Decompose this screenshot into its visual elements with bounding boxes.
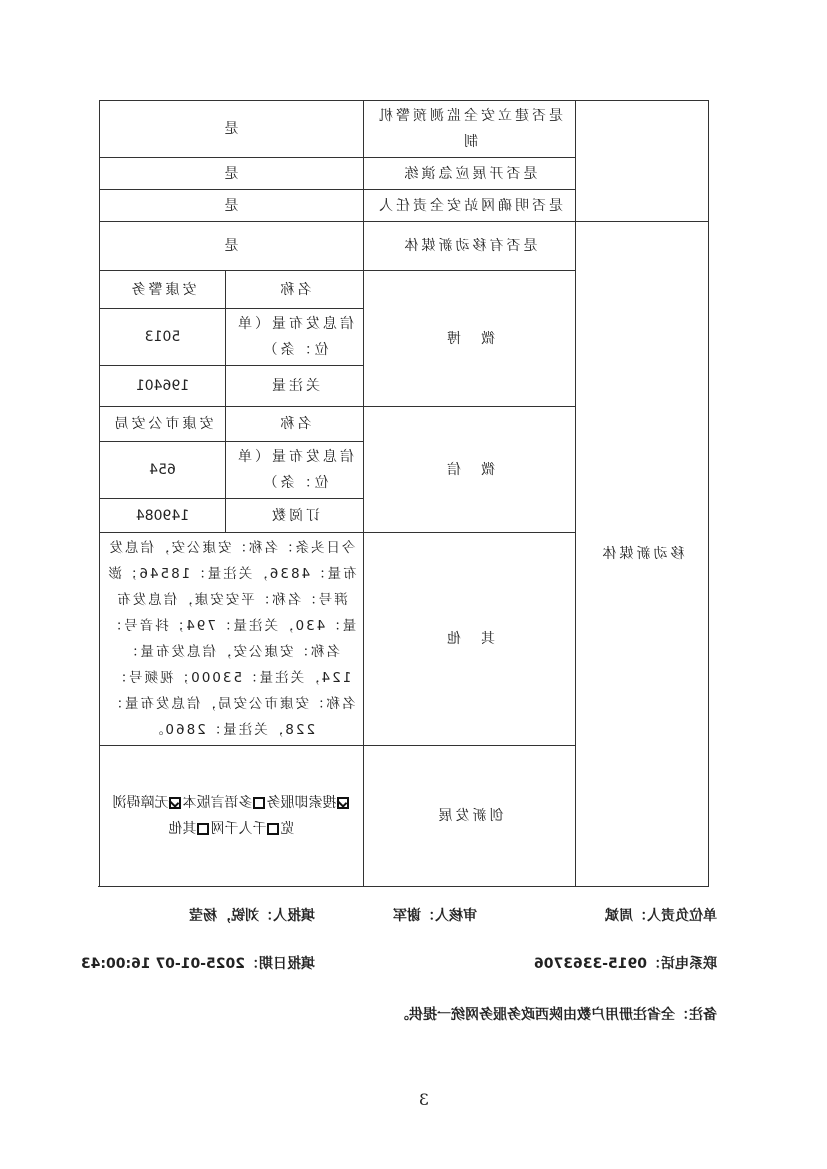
- officer-value: 是: [100, 190, 364, 222]
- drill-label: 是否开展应急演练: [364, 158, 576, 190]
- page-number: 3: [418, 1090, 429, 1109]
- weibo-followers-label: 关注量: [226, 366, 364, 407]
- officer-label: 是否明确网站安全责任人: [364, 190, 576, 222]
- has-new-media-label: 是否有移动新媒体: [364, 222, 576, 271]
- table-row: [100, 101, 709, 158]
- option-label: 其他: [168, 821, 197, 837]
- option-checkbox-4[interactable]: [198, 823, 210, 835]
- weibo-posts-value: 5013: [100, 309, 226, 366]
- weibo-name-value: 安康警务: [100, 271, 226, 309]
- other-media-text: 今日头条：名称：安康公安，信息发布量：4836，关注量：18546；澎湃号：名称：平安安康，信息发布量：430，关注量：794；抖音号：名称：安康公安，信息发布量：124，关注量：53000；视频号：名称：安康市公安局，信息发布量：228，关注量：2860。: [100, 533, 364, 746]
- other-media-label: 其 他: [364, 533, 576, 746]
- wechat-name-value: 安康市公安局: [100, 407, 226, 442]
- unit-head-signature: 单位负责人：周斌: [605, 908, 717, 924]
- filler-signature: 填报人：刘锐，杨莹: [189, 908, 315, 924]
- option-checkbox-1[interactable]: [254, 797, 266, 809]
- report-table: [99, 100, 709, 887]
- weibo-label: 微 博: [364, 271, 576, 407]
- wechat-posts-value: 654: [100, 442, 226, 499]
- option-label: 搜索即服务: [266, 795, 337, 811]
- reviewer-signature: 审核人：谢军: [393, 908, 477, 924]
- wechat-posts-label: 信息发布量（单位：条）: [226, 442, 364, 499]
- innovation-options: [100, 746, 364, 887]
- has-new-media-value: 是: [100, 222, 364, 271]
- wechat-name-label: 名称: [226, 407, 364, 442]
- fill-date: 填报日期：2025-01-07 16:00:43: [80, 956, 315, 972]
- drill-value: 是: [100, 158, 364, 190]
- monitoring-label: 是否建立安全监测预警机制: [364, 101, 576, 158]
- empty-cell: [576, 101, 709, 222]
- option-label: 多语言版本: [182, 795, 253, 811]
- option-label: 千人千网: [210, 821, 267, 837]
- weibo-name-label: 名称: [226, 271, 364, 309]
- wechat-subscribers-label: 订阅数: [226, 499, 364, 533]
- new-media-section-label: 移动新媒体: [576, 222, 709, 887]
- option-checkbox-0[interactable]: [338, 797, 350, 809]
- innovation-label: 创新发展: [364, 746, 576, 887]
- wechat-subscribers-value: 149084: [100, 499, 226, 533]
- monitoring-value: 是: [100, 101, 364, 158]
- weibo-posts-label: 信息发布量（单位：条）: [226, 309, 364, 366]
- option-label: 无障碍浏览: [112, 795, 295, 837]
- option-checkbox-2[interactable]: [170, 797, 182, 809]
- option-checkbox-3[interactable]: [268, 823, 280, 835]
- table-row: [100, 222, 709, 271]
- remark-note: 备注：全省注册用户数由陕西政务服务网统一提供。: [395, 1007, 717, 1023]
- contact-phone: 联系电话：0915-3363706: [534, 956, 717, 972]
- wechat-label: 微 信: [364, 407, 576, 533]
- weibo-followers-value: 196401: [100, 366, 226, 407]
